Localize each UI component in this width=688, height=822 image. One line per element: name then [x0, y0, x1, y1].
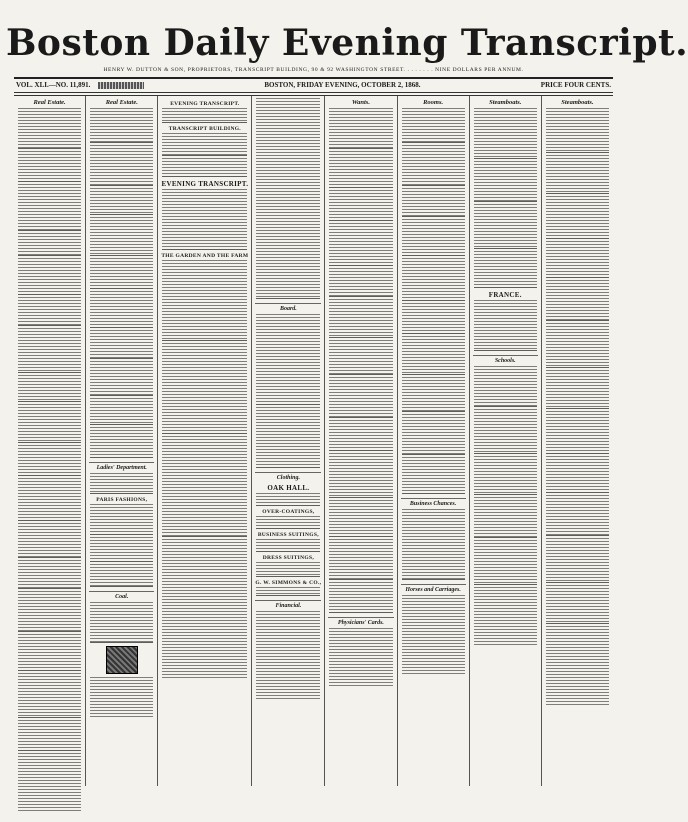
column-head: Real Estate.: [105, 99, 138, 106]
text-block: [90, 564, 153, 587]
text-block: [162, 158, 247, 177]
text-block: [162, 436, 247, 537]
text-block: [18, 523, 81, 558]
text-block: [402, 219, 465, 256]
text-block: [90, 291, 153, 328]
columns: [14, 95, 613, 786]
text-block: [474, 456, 537, 495]
ad-title: OVER-COATINGS,: [262, 509, 315, 515]
text-block: [402, 377, 465, 412]
paper-title: EVENING TRANSCRIPT.: [161, 180, 249, 188]
text-block: [18, 151, 81, 182]
section-head: Board.: [255, 303, 321, 312]
text-block: [18, 297, 81, 326]
stove-illustration: [106, 646, 138, 674]
text-block: [402, 509, 465, 580]
text-block: [474, 587, 537, 647]
ad-title: PARIS FASHIONS,: [96, 497, 148, 503]
column-head: Steamboats.: [489, 99, 522, 106]
text-block: [256, 98, 320, 299]
text-block: [90, 217, 153, 256]
ad-title: FRANCE.: [488, 291, 522, 299]
text-block: [90, 398, 153, 425]
section-head: Business Chances.: [401, 498, 466, 507]
article-title: THE GARDEN AND THE FARM: [161, 253, 249, 259]
column-6: [398, 96, 470, 786]
text-block: [546, 323, 609, 368]
text-block: [474, 540, 537, 585]
text-block: [90, 361, 153, 396]
text-block: [546, 456, 609, 493]
text-block: [546, 280, 609, 321]
section-head: Physicians' Cards.: [328, 617, 393, 626]
text-block: [329, 539, 392, 580]
text-block: [329, 299, 392, 338]
text-block: [256, 493, 320, 506]
ad-title: OAK HALL.: [267, 484, 310, 492]
section-head: Schools.: [473, 355, 538, 364]
text-block: [546, 538, 609, 583]
text-block: [18, 753, 81, 813]
dateline: [6, 79, 621, 90]
text-block: [90, 330, 153, 359]
text-block: [329, 190, 392, 221]
text-block: [256, 562, 320, 577]
text-block: [402, 108, 465, 143]
text-block: [329, 500, 392, 537]
price: PRICE FOUR CENTS.: [540, 81, 611, 89]
text-block: [90, 677, 153, 717]
column-head: Real Estate.: [33, 99, 66, 106]
text-block: [90, 188, 153, 215]
text-block: [546, 370, 609, 409]
newspaper-page: [0, 22, 688, 822]
text-block: [329, 340, 392, 375]
text-block: [329, 151, 392, 188]
text-block: [329, 420, 392, 451]
text-block: [90, 258, 153, 289]
column-3: [158, 96, 252, 786]
text-block: [162, 133, 247, 156]
paper-title: TRANSCRIPT BUILDING.: [168, 126, 241, 132]
ad-title: DRESS SUITINGS,: [262, 555, 315, 561]
text-block: [546, 626, 609, 706]
text-block: [474, 497, 537, 538]
column-head: Rooms.: [423, 99, 444, 106]
text-block: [90, 473, 153, 494]
text-block: [18, 375, 81, 402]
text-block: [162, 260, 247, 341]
column-7: [470, 96, 542, 786]
volume-text: VOL. XLI.—NO. 11,891.: [16, 81, 91, 89]
ad-title: G. W. SIMMONS & CO.,: [255, 580, 322, 586]
text-block: [474, 108, 537, 159]
text-block: [256, 587, 320, 596]
text-block: [474, 204, 537, 249]
text-block: [18, 258, 81, 295]
text-block: [402, 258, 465, 301]
column-2: [86, 96, 158, 786]
text-block: [18, 328, 81, 373]
text-block: [546, 155, 609, 194]
text-block: [474, 161, 537, 202]
text-block: [90, 427, 153, 458]
text-block: [546, 241, 609, 278]
issue-date: BOSTON, FRIDAY EVENING, OCTOBER 2, 1868.: [264, 81, 421, 89]
publisher-line: HENRY W. DUTTON & SON, PROPRIETORS, TRANSCRIPT BUILDING, 90 & 92 WASHINGTON STREET. . . . . . . . NINE DOLLARS PER ANNUM.: [103, 67, 524, 73]
text-block: [256, 407, 320, 468]
text-block: [546, 411, 609, 454]
section-head: Clothing.: [255, 472, 321, 481]
ink-stamp: [98, 82, 144, 89]
text-block: [256, 314, 320, 405]
section-head: Ladies' Department.: [89, 462, 154, 471]
text-block: [474, 300, 537, 351]
column-1: [14, 96, 86, 786]
paper-title: EVENING TRANSCRIPT.: [170, 101, 240, 107]
text-block: [18, 233, 81, 256]
text-block: [18, 184, 81, 231]
text-block: [162, 108, 247, 123]
text-block: [329, 453, 392, 498]
section-head: Horses and Carriages.: [401, 584, 466, 593]
text-block: [90, 602, 153, 643]
text-block: [402, 188, 465, 217]
text-block: [402, 336, 465, 375]
text-block: [402, 303, 465, 334]
section-head: Financial.: [255, 600, 321, 609]
text-block: [162, 189, 247, 250]
text-block: [18, 404, 81, 443]
text-block: [329, 628, 392, 688]
text-block: [162, 539, 247, 679]
text-block: [18, 445, 81, 476]
column-8: [542, 96, 613, 786]
text-block: [256, 539, 320, 552]
column-head: Steamboats.: [561, 99, 594, 106]
text-block: [18, 673, 81, 718]
text-block: [402, 145, 465, 186]
text-block: [162, 343, 247, 434]
text-block: [402, 595, 465, 675]
text-block: [402, 414, 465, 455]
text-block: [90, 108, 153, 143]
text-block: [18, 720, 81, 751]
text-block: [474, 366, 537, 407]
text-block: [329, 108, 392, 149]
text-block: [90, 537, 153, 562]
text-block: [18, 634, 81, 671]
text-block: [329, 582, 392, 613]
text-block: [329, 268, 392, 297]
text-block: [18, 478, 81, 521]
text-block: [329, 223, 392, 266]
text-block: [474, 409, 537, 454]
text-block: [546, 196, 609, 239]
text-block: [402, 457, 465, 494]
text-block: [18, 591, 81, 632]
column-4: [252, 96, 325, 786]
column-5: [325, 96, 397, 786]
section-head: Coal.: [89, 591, 154, 600]
text-block: [256, 516, 320, 529]
volume-number: [16, 81, 144, 89]
text-block: [329, 377, 392, 418]
masthead-title: Boston Daily Evening Transcript.: [6, 22, 688, 64]
text-block: [256, 611, 320, 701]
text-block: [18, 560, 81, 589]
text-block: [546, 495, 609, 536]
text-block: [546, 108, 609, 153]
text-block: [18, 108, 81, 149]
text-block: [90, 145, 153, 186]
ad-title: BUSINESS SUITINGS,: [257, 532, 319, 538]
dateline-rule: [14, 92, 613, 93]
column-head: Wants.: [351, 99, 370, 106]
text-block: [546, 585, 609, 624]
text-block: [90, 504, 153, 535]
text-block: [474, 251, 537, 288]
